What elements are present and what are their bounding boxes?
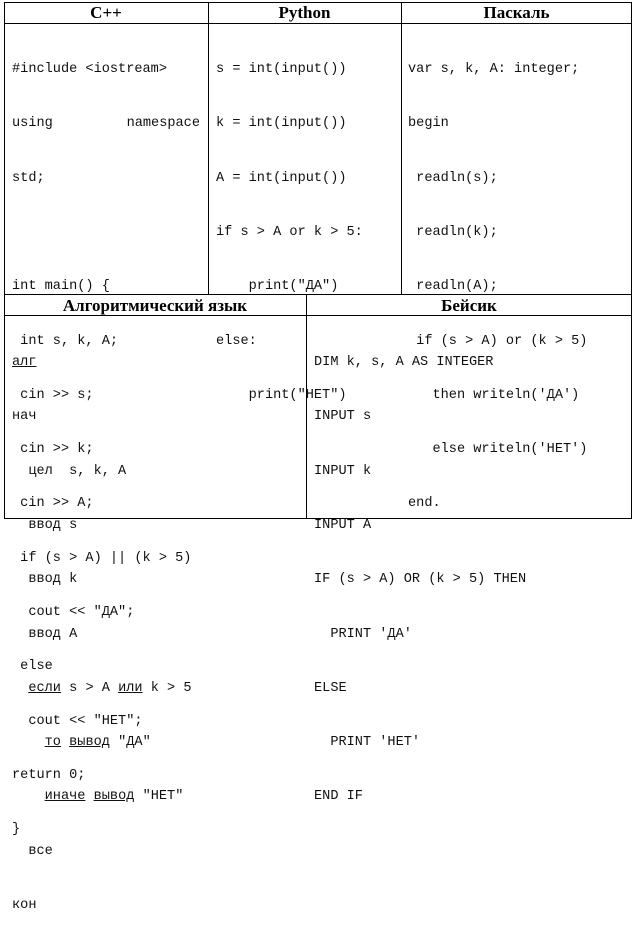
code-line: алг: [12, 355, 37, 371]
algo-code: [12, 318, 192, 951]
keyword-if: если: [28, 680, 61, 696]
code-line: cout << "НЕТ";: [12, 713, 143, 729]
code-line: [12, 788, 192, 806]
border-right: [631, 2, 632, 519]
code-line: if (s > A) || (k > 5): [12, 550, 192, 566]
code-token: k > 5: [142, 680, 192, 696]
code-line: k = int(input()): [216, 116, 347, 132]
code-line: ввод A: [12, 626, 78, 642]
code-line: ELSE: [314, 680, 347, 696]
code-line: cin >> A;: [12, 496, 94, 512]
code-line: return 0;: [12, 767, 86, 783]
code-line: [12, 734, 192, 752]
code-line: [12, 115, 200, 133]
code-line: readln(k);: [408, 225, 498, 241]
header-algo: Алгоритмический язык: [62, 296, 248, 315]
code-token: namespace: [126, 116, 200, 132]
code-line: INPUT s: [314, 409, 372, 425]
code-line: int main() {: [12, 279, 110, 295]
code-line: A = int(input()): [216, 170, 347, 186]
code-line: кон: [12, 898, 37, 913]
code-line: ввод k: [12, 572, 78, 588]
code-line: print("НЕТ"): [216, 387, 347, 403]
header-cpp: C++: [90, 3, 122, 22]
keyword-else: иначе: [44, 789, 86, 805]
code-line: [12, 680, 192, 698]
code-line: DIM k, s, A AS INTEGER: [314, 355, 494, 371]
code-line: cin >> k;: [12, 442, 94, 458]
code-line: ввод s: [12, 518, 78, 534]
code-token: s > A: [60, 680, 119, 696]
code-line: readln(A);: [408, 279, 498, 295]
header-python: Python: [278, 3, 331, 22]
code-line: readln(s);: [408, 170, 498, 186]
keyword-output: вывод: [69, 735, 110, 751]
basic-code: [314, 318, 526, 843]
code-line: if s > A or k > 5:: [216, 225, 363, 241]
code-line: IF (s > A) OR (k > 5) THEN: [314, 572, 527, 588]
code-line: cin >> s;: [12, 387, 94, 403]
code-line: if (s > A) or (k > 5): [408, 333, 588, 349]
code-line: }: [12, 822, 21, 838]
code-line: INPUT k: [314, 463, 372, 479]
code-line: var s, k, A: integer;: [408, 62, 580, 78]
code-line: END IF: [314, 789, 363, 805]
border-top-v1: [208, 2, 209, 295]
code-line: PRINT 'ДА': [314, 626, 412, 642]
header-basic: Бейсик: [441, 296, 497, 315]
code-line: begin: [408, 116, 449, 132]
code-line: else writeln('НЕТ'): [408, 442, 588, 458]
code-line: else:: [216, 333, 257, 349]
code-line: нач: [12, 409, 37, 425]
border-left: [4, 2, 5, 519]
code-table: [4, 2, 632, 913]
keyword-output: вывод: [93, 789, 135, 805]
keyword-then: то: [44, 735, 61, 751]
code-line: INPUT A: [314, 518, 372, 534]
header-pascal: Паскаль: [483, 3, 550, 22]
code-line: then writeln('ДА'): [408, 387, 580, 403]
code-line: end.: [408, 496, 441, 512]
code-token: "ДА": [109, 735, 151, 751]
code-line: PRINT 'НЕТ': [314, 735, 421, 751]
keyword-or: или: [118, 680, 143, 696]
code-line: цел s, k, A: [12, 463, 127, 479]
code-line: print("ДА"): [216, 279, 339, 295]
code-token: using: [12, 116, 53, 132]
border-top-v2: [401, 2, 402, 295]
code-line: [12, 224, 200, 242]
code-line: int s, k, A;: [12, 333, 119, 349]
code-line: все: [12, 843, 53, 859]
code-line: #include <iostream>: [12, 62, 167, 78]
code-line: s = int(input()): [216, 62, 347, 78]
code-line: std;: [12, 170, 45, 186]
code-line: cout << "ДА";: [12, 605, 135, 620]
code-line: else: [12, 659, 53, 675]
code-token: "НЕТ": [134, 789, 184, 805]
